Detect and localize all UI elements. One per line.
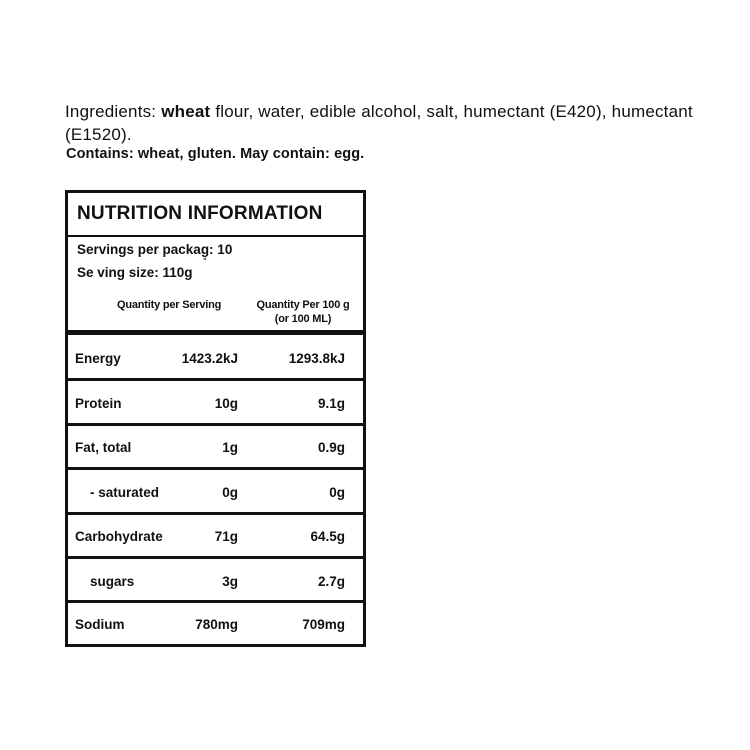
panel-title: NUTRITION INFORMATION xyxy=(77,203,323,224)
row-divider xyxy=(68,423,363,426)
serving-size: Se ving size: 110g xyxy=(77,265,193,280)
table-row xyxy=(68,384,363,422)
may-contain-label: May contain: xyxy=(240,146,330,162)
row-divider xyxy=(68,556,363,559)
table-row xyxy=(68,562,363,600)
row-label: Energy xyxy=(75,351,121,366)
contains-value: wheat, gluten. xyxy=(137,146,236,162)
row-per-100g: 709mg xyxy=(302,617,345,632)
row-per-serving: 10g xyxy=(214,396,238,411)
column-header-per-serving: Quantity per Serving xyxy=(117,299,222,311)
row-per-serving: 71g xyxy=(214,529,238,544)
table-row xyxy=(68,339,363,377)
column-header-per-100g xyxy=(244,298,362,326)
row-label: sugars xyxy=(90,574,135,589)
nutrition-panel xyxy=(65,190,366,647)
row-label: Fat, total xyxy=(75,440,132,455)
column-header-per-100g-line2: (or 100 ML) xyxy=(274,313,332,325)
table-row xyxy=(68,605,363,643)
ingredients-list: flour, water, edible alcohol, salt, humectant (E420), humectant (E1520). xyxy=(65,102,693,144)
row-divider xyxy=(68,378,363,381)
table-row xyxy=(68,473,363,511)
row-label: Carbohydrate xyxy=(75,529,163,544)
header-divider xyxy=(68,330,363,335)
contains-label: Contains: xyxy=(66,146,134,162)
may-contain-value: egg. xyxy=(334,146,365,162)
ingredients-allergen-highlight: wheat xyxy=(161,102,211,121)
table-row xyxy=(68,517,363,555)
row-per-100g: 0.9g xyxy=(317,440,345,455)
servings-per-package: Servings per packag̘: 10 xyxy=(77,242,233,257)
row-divider xyxy=(68,467,363,470)
row-divider xyxy=(68,644,363,647)
row-per-100g: 9.1g xyxy=(317,396,345,411)
ingredients-text xyxy=(65,100,705,146)
row-per-100g: 1293.8kJ xyxy=(288,351,345,366)
row-label: Protein xyxy=(75,396,122,411)
row-label: Sodium xyxy=(75,617,125,632)
row-divider xyxy=(68,512,363,515)
row-per-serving: 3g xyxy=(222,574,238,589)
row-per-serving: 1423.2kJ xyxy=(181,351,238,366)
row-per-100g: 2.7g xyxy=(317,574,345,589)
row-per-serving: 780mg xyxy=(195,617,238,632)
row-divider xyxy=(68,600,363,603)
row-label: - saturated xyxy=(90,485,160,500)
allergen-statement xyxy=(66,146,364,162)
row-per-100g: 64.5g xyxy=(310,529,345,544)
title-divider xyxy=(68,235,363,237)
column-header-per-100g-line1: Quantity Per 100 g xyxy=(256,299,350,311)
table-row xyxy=(68,428,363,466)
row-per-serving: 1g xyxy=(222,440,238,455)
ingredients-label: Ingredients: xyxy=(65,102,157,121)
row-per-serving: 0g xyxy=(222,485,238,500)
row-per-100g: 0g xyxy=(329,485,345,500)
